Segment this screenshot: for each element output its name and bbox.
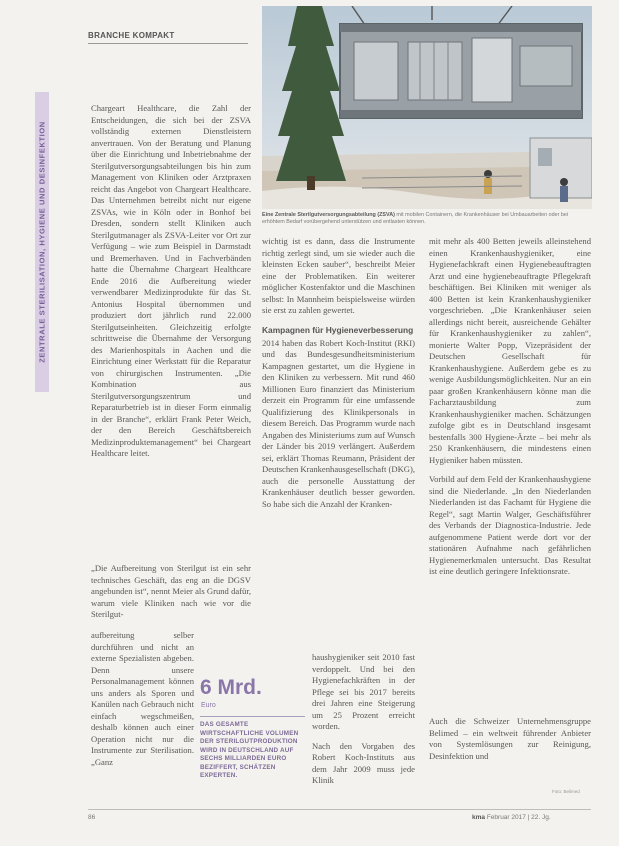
stat-text: DAS GESAMTE WIRTSCHAFTLICHE VOLUMEN DER STERILGUTPRODUKTION WIRD IN DEUTSCHLAND AUF SECHS MILLIARDEN EURO BEZIFFERT, SCHÄTZEN EXPERTEN. [200,721,299,779]
photo-mobile-sterilization-container [262,6,592,209]
column-2 [262,236,415,518]
photo-credit: Foto: Belimed [552,789,580,794]
caption-bold: Eine Zentrale Sterilgutversorgungsabteilung (ZSVA) [262,212,395,218]
col3-paragraph-1: mit mehr als 400 Betten jeweils alleinstehend einen Krankenhaushygieniker, eine Hygienefachkraft einen Hygienebeauftragten Arzt und eine hygienebeauftragte Pflegekraft beschäftigen. Bei Kliniken mit weniger als 400 Betten ist kein Krankenhaushygieniker vorgeschrieben. „Die Krankenhäuser seien allerdings nicht bereit, ausreichende Gehälter für Krankenhaushygieniker zu zahlen“, monierte Walter Popp, Vizepräsident der Deutschen Gesellschaft für Krankenhaushygiene. Außerdem gebe es zu wenige Ausbildungsmöglichkeiten. Nur an ein paar großen Krankenhäusern könne man die Facharztausbildung zum Krankenhaushygieniker machen. Schätzungen zufolge gibt es in Deutschland insgesamt bestenfalls 300 Hygiene-Ärzte – bei mehr als 250 Krankenhäusern, die mindestens einen Hygieniker haben müssten. [429,236,591,465]
col1-paragraph-3: aufbereitung selber durchführen und nicht an externe Spezialisten abgeben. Denn unsere Personalmanagement können uns anders als Sporen und Kanülen nach Gebrauch nicht einfach wegschmeißen, deshalb können auch einer Operation nicht nur die Instrumente zur Sterilisation. „Ganz [91,630,194,767]
stat-unit: Euro [201,702,216,709]
page-number: 86 [88,814,96,821]
col3-paragraph-3: Auch die Schweizer Unternehmensgruppe Belimed – ein weltweit führender Anbieter von Systemlösungen zur Reinigung, Desinfektion und [429,716,591,761]
footer-issue [472,814,551,821]
side-label: ZENTRALE STERILISATION, HYGIENE UND DESINFEKTION [37,121,47,363]
column-1-continued [91,563,251,629]
photo-caption [262,212,592,227]
col2-paragraph-4: Nach den Vorgaben des Robert Koch-Instituts aus dem Jahr 2009 muss jede Klinik [312,740,415,785]
subheading: Kampagnen für Hygieneverbesserung [262,324,414,335]
issue-info: Februar 2017 | 22. Jg. [486,814,551,821]
header-rule [88,43,248,44]
column-1-narrow [91,630,194,776]
column-1 [91,103,251,468]
stat-number: 6 Mrd. [200,676,262,699]
magazine-name: kma [472,814,486,821]
col2-paragraph-2: 2014 haben das Robert Koch-Institut (RKI) und das Bundesgesundheitsministerium Kampagnen gestartet, um die Hygiene in den Kliniken zu verbessern. Mit rund 460 Millionen Euro finanziert das Ministerium derzeit ein Programm für eine umfassende Qualifizierung des Klinikpersonals in diesem Bereich. Das Programm wurde nach Angaben des Ministeriums zum auf Wunsch der Länder bis 2019 verlängert. Außerdem sei, erklärt Thomas Reumann, Präsident der Deutschen Krankenhausgesellschaft (DKG), auch die personelle Ausstattung der Krankenhäuser deutlich besser geworden. So habe sich die Anzahl der Kranken- [262,337,415,509]
col1-paragraph-1: Chargeart Healthcare, die Zahl der Entscheidungen, die sich bei der ZSVA vollständig externen Dienstleistern anvertrauen. Von der Beratung und Planung über die Einrichtung und Inbetriebnahme der Sterilgutversorgungsabteilungen bis hin zum Management von Kliniken oder Arztpraxen reicht das Angebot von Chargeart Healthcare. Das Unternehmen betreibt nicht nur eigene ZSVAs, wie in Köln oder in Bonhof bei Dresden, sondern stellt Kliniken auch Sterilgutmanager als ZSVA-Leiter vor Ort zur Verfügung – wie zum Beispiel in Darmstadt und Bremerhaven. Und in Fachverbänden hatte die Übernahme Chargeart Healthcare Ende 2016 die Aufbereitung wieder verwendbarer Medizinprodukte für das St. Antonius Hospital übernommen und produziert dort jährlich rund 22.000 Sterilgutseinheiten. Gleichzeitig erfolgte schrittweise die Übernahme der Versorgung des Marienhospitals in Aachen und die Einrichtung einer Werkstatt für die Reparatur von chirurgischen Instrumenten. „Die Kombination aus Sterilgutversorgungszentrum und Reparaturbetrieb ist in dieser Form einmalig in der Branche“, erklärt Frank Peter Weich, der den Bereich Geschäftsbereich Medizinproduktemanagement“ bei Chargeart Healthcare leitet. [91,103,251,458]
footer-rule [88,809,591,810]
column-3 [429,236,591,586]
column-2-narrow [312,652,415,795]
stat-rule [200,716,305,717]
section-header: BRANCHE KOMPAKT [88,31,175,40]
col3-paragraph-2: Vorbild auf dem Feld der Krankenhaushygiene sind die Niederlande. „In den Niederlanden Niederlanden ist das Fachamt für Hygiene die Regel“, sagt Martin Walger, Geschäftsführer des Verbands der Diagnostica-Industrie. Jede aufgenommene Patient werde dort vor der stationären Aufnahme nach gefährlichen Hygienemerkmalen untersucht. Das Resultat ist eine deutlich geringere Infektionsrate. [429,474,591,576]
col1-paragraph-2: „Die Aufbereitung von Sterilgut ist ein sehr technisches Geschäft, das eng an die DGSV angebunden ist“, nennt Meier als Grund dafür, warum viele Kliniken nach wie vor die Sterilgut- [91,563,251,619]
photo-illustration [262,6,592,209]
col2-paragraph-1: wichtig ist es dann, dass die Instrumente richtig zerlegt sind, um sie wieder auch die kleinsten Ecken sauber“, beschreibt Meier eine der Problematiken. Ein weiterer möglicher Kostenfaktor und die Maschinen selbst: In Mannheim beispielsweise würden sie erst zu zahlen gewertet. [262,236,415,315]
col2-paragraph-3: haushygieniker seit 2010 fast verdoppelt. Und bei den Hygienefachkräften in der Pflege sei bis 2017 bereits drei Jahren eine Steigerung um 25 Prozent erreicht worden. [312,652,415,731]
caption-rest: mit mobilen Containern, die Krankenhäuser bei Umbauarbeiten oder bei erhöhtem Bedarf vorübergehend unterstützen und entlasten können. [262,212,569,226]
column-3-continued [429,716,591,770]
